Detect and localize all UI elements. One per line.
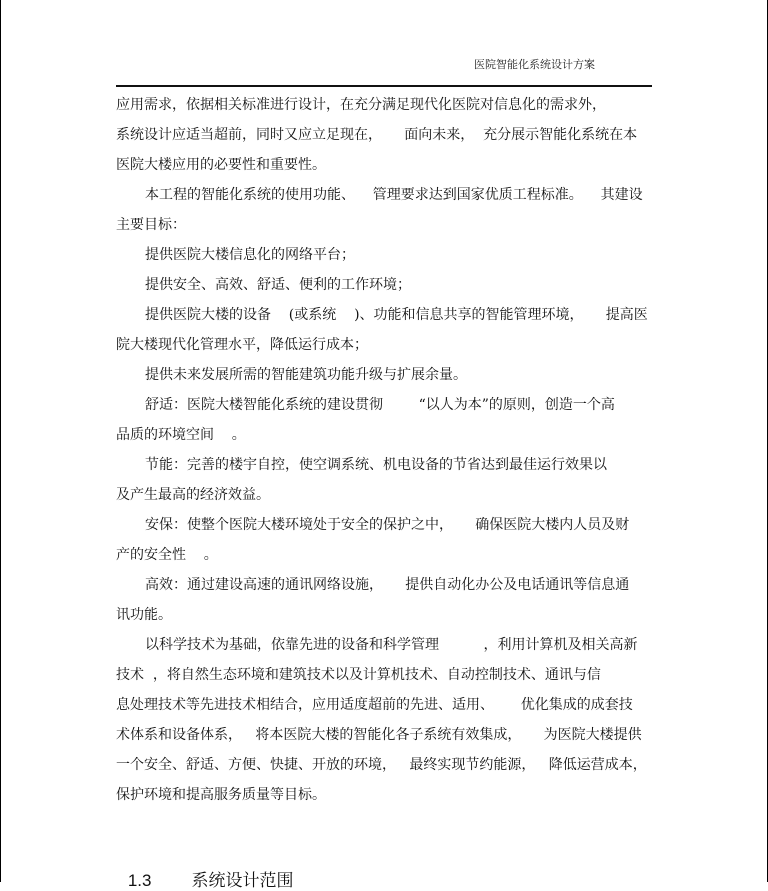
body-line: 品质的环境空间 。 bbox=[116, 427, 246, 443]
body-line: 以科学技术为基础，依靠先进的设备和科学管理 ，利用计算机及相关高新 bbox=[145, 637, 638, 653]
body-line: 产的安全性 。 bbox=[116, 547, 218, 563]
body-line: 系统设计应适当超前，同时又应立足现在， 面向未来， 充分展示智能化系统在本 bbox=[116, 127, 638, 143]
body-line: 本工程的智能化系统的使用功能、 管理要求达到国家优质工程标准。 其建设 bbox=[145, 187, 643, 203]
page-left-edge bbox=[0, 0, 1, 882]
running-header: 医院智能化系统设计方案 bbox=[474, 58, 595, 71]
body-line: 提供医院大楼的设备 (或系统 )、功能和信息共享的智能管理环境， 提高医 bbox=[145, 307, 648, 323]
body-line: 提供医院大楼信息化的网络平台； bbox=[145, 247, 355, 263]
section-title: 系统设计范围 bbox=[191, 871, 294, 891]
body-line: 提供未来发展所需的智能建筑功能升级与扩展余量。 bbox=[145, 367, 467, 383]
body-line: 高效：通过建设高速的通讯网络设施， 提供自动化办公及电话通讯等信息通 bbox=[145, 577, 630, 593]
body-line: 息处理技术等先进技术相结合，应用适度超前的先进、适用、 优化集成的成套技 bbox=[116, 697, 633, 713]
body-line: 应用需求，依据相关标准进行设计，在充分满足现代化医院对信息化的需求外， bbox=[116, 97, 606, 113]
body-line: 院大楼现代化管理水平，降低运行成本； bbox=[116, 337, 368, 353]
body-line: 安保：使整个医院大楼环境处于安全的保护之中， 确保医院大楼内人员及财 bbox=[145, 517, 630, 533]
body-line: 节能：完善的楼宇自控，使空调系统、机电设备的节省达到最佳运行效果以 bbox=[145, 457, 607, 473]
body-line: 保护环境和提高服务质量等目标。 bbox=[116, 787, 326, 803]
body-line: 及产生最高的经济效益。 bbox=[116, 487, 270, 503]
body-line: 技术 ，将自然生态环境和建筑技术以及计算机技术、自动控制技术、通讯与信 bbox=[116, 667, 601, 683]
section-heading bbox=[117, 846, 293, 891]
body-line: 舒适：医院大楼智能化系统的建设贯彻 “以人为本”的原则，创造一个高 bbox=[145, 397, 615, 413]
body-line: 医院大楼应用的必要性和重要性。 bbox=[116, 157, 326, 173]
body-line: 讯功能。 bbox=[116, 607, 172, 623]
section-number: 1.3 bbox=[127, 871, 152, 890]
body-line: 一个安全、舒适、方便、快捷、开放的环境， 最终实现节约能源， 降低运营成本， bbox=[116, 757, 647, 773]
header-rule bbox=[116, 85, 652, 87]
body-line: 提供安全、高效、舒适、便利的工作环境； bbox=[145, 277, 411, 293]
body-line: 主要目标： bbox=[116, 217, 186, 233]
body-line: 术体系和设备体系， 将本医院大楼的智能化各子系统有效集成， 为医院大楼提供 bbox=[116, 727, 642, 743]
